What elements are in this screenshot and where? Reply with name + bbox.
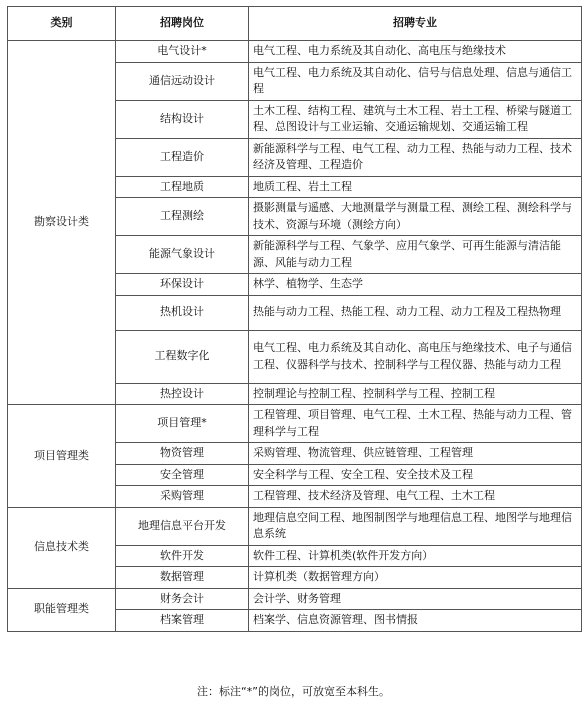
- major-cell: 工程管理、技术经济及管理、电气工程、土木工程: [249, 486, 582, 508]
- position-cell: 环保设计: [116, 274, 249, 296]
- position-cell: 工程造价: [116, 138, 249, 176]
- category-cell: 项目管理类: [8, 405, 116, 508]
- recruitment-table: [7, 6, 582, 632]
- major-cell: 摄影测量与遥感、大地测量学与测量工程、测绘工程、测绘科学与技术、资源与环境（测绘方向）: [249, 198, 582, 236]
- major-cell: 新能源科学与工程、气象学、应用气象学、可再生能源与清洁能源、风能与动力工程: [249, 236, 582, 274]
- position-cell: 结构设计: [116, 100, 249, 138]
- major-cell: 林学、植物学、生态学: [249, 274, 582, 296]
- position-cell: 安全管理: [116, 464, 249, 486]
- major-cell: 采购管理、物流管理、供应链管理、工程管理: [249, 443, 582, 465]
- position-cell: 数据管理: [116, 567, 249, 589]
- position-cell: 通信远动设计: [116, 62, 249, 100]
- header-position: 招聘岗位: [116, 7, 249, 41]
- table-row: [8, 507, 582, 545]
- major-cell: 计算机类（数据管理方向）: [249, 567, 582, 589]
- table-row: [8, 588, 582, 610]
- position-cell: 财务会计: [116, 588, 249, 610]
- category-cell: 信息技术类: [8, 507, 116, 588]
- header-major: 招聘专业: [249, 7, 582, 41]
- major-cell: 电气工程、电力系统及其自动化、高电压与绝缘技术: [249, 41, 582, 63]
- header-category: 类别: [8, 7, 116, 41]
- category-cell: 职能管理类: [8, 588, 116, 631]
- major-cell: 软件工程、计算机类(软件开发方向）: [249, 545, 582, 567]
- position-cell: 项目管理*: [116, 405, 249, 443]
- table-header-row: [8, 7, 582, 41]
- major-cell: 工程管理、项目管理、电气工程、土木工程、热能与动力工程、管理科学与工程: [249, 405, 582, 443]
- position-cell: 工程地质: [116, 176, 249, 198]
- position-cell: 档案管理: [116, 610, 249, 632]
- position-cell: 物资管理: [116, 443, 249, 465]
- position-cell: 软件开发: [116, 545, 249, 567]
- major-cell: 土木工程、结构工程、建筑与土木工程、岩土工程、桥梁与隧道工程、总图设计与工业运输、交通运输规划、交通运输工程: [249, 100, 582, 138]
- major-cell: 电气工程、电力系统及其自动化、高电压与绝缘技术、电子与通信工程、仪器科学与技术、控制科学与工程仪器、热能与动力工程: [249, 330, 582, 383]
- table-row: [8, 41, 582, 63]
- major-cell: 热能与动力工程、热能工程、动力工程、动力工程及工程热物理: [249, 295, 582, 330]
- position-cell: 工程数字化: [116, 330, 249, 383]
- position-cell: 能源气象设计: [116, 236, 249, 274]
- category-cell: 勘察设计类: [8, 41, 116, 405]
- major-cell: 新能源科学与工程、电气工程、动力工程、热能与动力工程、技术经济及管理、工程造价: [249, 138, 582, 176]
- position-cell: 热机设计: [116, 295, 249, 330]
- position-cell: 地理信息平台开发: [116, 507, 249, 545]
- major-cell: 会计学、财务管理: [249, 588, 582, 610]
- table-body: [8, 41, 582, 632]
- major-cell: 档案学、信息资源管理、图书情报: [249, 610, 582, 632]
- major-cell: 安全科学与工程、安全工程、安全技术及工程: [249, 464, 582, 486]
- major-cell: 地理信息空间工程、地图制图学与地理信息工程、地图学与地理信息系统: [249, 507, 582, 545]
- major-cell: 地质工程、岩土工程: [249, 176, 582, 198]
- position-cell: 工程测绘: [116, 198, 249, 236]
- table-row: [8, 405, 582, 443]
- major-cell: 控制理论与控制工程、控制科学与工程、控制工程: [249, 383, 582, 405]
- position-cell: 热控设计: [116, 383, 249, 405]
- position-cell: 电气设计*: [116, 41, 249, 63]
- position-cell: 采购管理: [116, 486, 249, 508]
- major-cell: 电气工程、电力系统及其自动化、信号与信息处理、信息与通信工程: [249, 62, 582, 100]
- footnote: 注：标注“*”的岗位，可放宽至本科生。: [197, 685, 390, 698]
